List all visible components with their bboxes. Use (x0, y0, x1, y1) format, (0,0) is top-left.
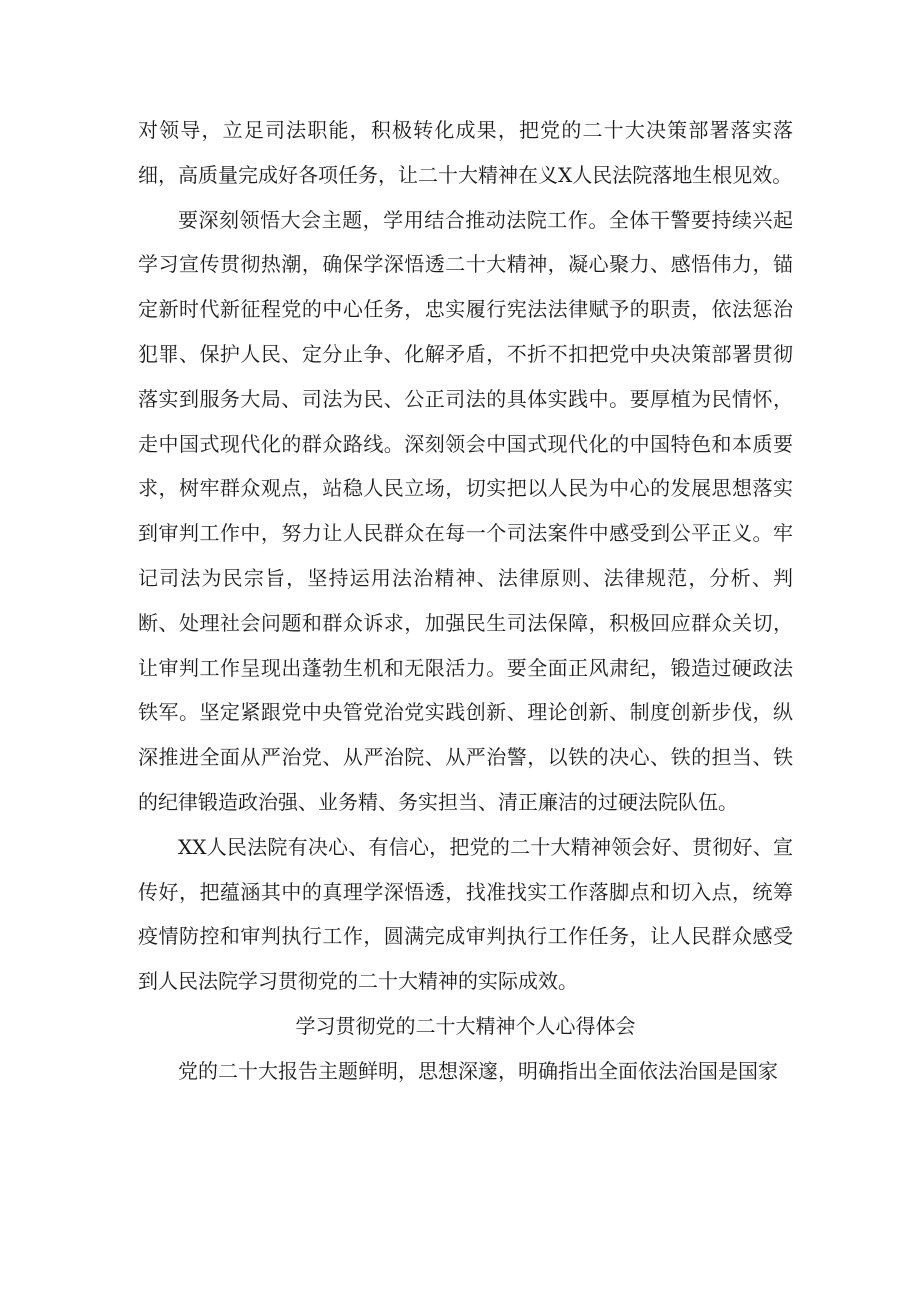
section-heading: 学习贯彻党的二十大精神个人心得体会 (295, 1013, 636, 1038)
paragraph-court-work: 要深刻领悟大会主题，学用结合推动法院工作。全体干警要持续兴起学习宣传贯彻热潮，确保学深悟透二十大精神，凝心聚力、感悟伟力，锚定新时代新征程党的中心任务，忠实履行宪法法律赋予的职责，依法惩治犯罪、保护人民、定分止争、化解矛盾，不折不扣把党中央决策部署贯彻落实到服务大局、司法为民、公正司法的具体实践中。要厚植为民情怀，走中国式现代化的群众路线。深刻领会中国式现代化的中国特色和本质要求，树牢群众观点，站稳人民立场，切实把以人民为中心的发展思想落实到审判工作中，努力让人民群众在每一个司法案件中感受到公平正义。牢记司法为民宗旨，坚持运用法治精神、法律原则、法律规范，分析、判断、处理社会问题和群众诉求，加强民生司法保障，积极回应群众关切，让审判工作呈现出蓬勃生机和无限活力。要全面正风肃纪，锻造过硬政法铁军。坚定紧跟党中央管党治党实践创新、理论创新、制度创新步伐，纵深推进全面从严治党、从严治院、从严治警，以铁的决心、铁的担当、铁的纪律锻造政治强、业务精、务实担当、清正廉洁的过硬法院队伍。 (138, 207, 793, 814)
paragraph-court-resolve: XX人民法院有决心、有信心，把党的二十大精神领会好、贯彻好、宣传好，把蕴涵其中的真理学深悟透，找准找实工作落脚点和切入点，统筹疫情防控和审判执行工作，圆满完成审判执行工作任务，让人民群众感受到人民法院学习贯彻党的二十大精神的实际成效。 (138, 834, 793, 994)
document-body (138, 108, 793, 1094)
paragraph-continuation: 对领导，立足司法职能，积极转化成果，把党的二十大决策部署落实落细，高质量完成好各项任务，让二十大精神在义X人民法院落地生根见效。 (138, 118, 793, 187)
paragraph-intro: 党的二十大报告主题鲜明，思想深邃，明确指出全面依法治国是国家 (178, 1058, 778, 1083)
